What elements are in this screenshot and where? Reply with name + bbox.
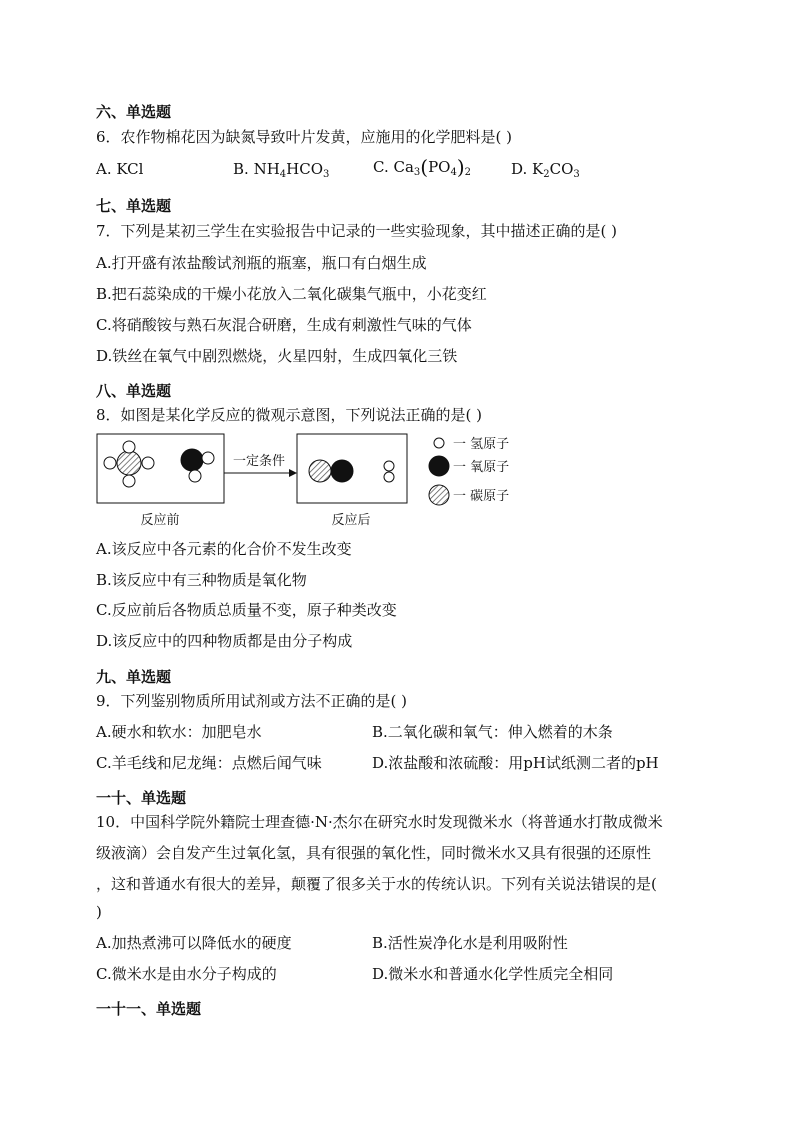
formula-part: CO bbox=[549, 160, 574, 178]
question-10-option-d: D.微米水和普通水化学性质完全相同 bbox=[372, 965, 614, 983]
legend-hydrogen-label: 一 氢原子 bbox=[453, 437, 510, 452]
formula-subscript: 2 bbox=[464, 167, 472, 178]
question-6-option-a: A. KCl bbox=[96, 160, 144, 178]
question-8-option-a: A.该反应中各元素的化合价不发生改变 bbox=[96, 540, 352, 558]
formula-subscript: 3 bbox=[323, 169, 330, 180]
question-9-option-d: D.浓盐酸和浓硫酸：用pH试纸测二者的pH bbox=[372, 754, 659, 772]
formula-part: HCO bbox=[286, 160, 324, 178]
reaction-micro-diagram bbox=[96, 431, 536, 531]
hydrogen-atom bbox=[123, 475, 135, 487]
question-9-stem: 9．下列鉴别物质所用试剂或方法不正确的是( ) bbox=[96, 692, 408, 710]
legend-hydrogen-icon bbox=[434, 438, 444, 448]
option-b-prefix: B. bbox=[233, 160, 254, 178]
question-7-option-a: A.打开盛有浓盐酸试剂瓶的瓶塞，瓶口有白烟生成 bbox=[96, 254, 427, 272]
hydrogen-atom bbox=[202, 452, 214, 464]
formula-subscript: 2 bbox=[543, 169, 550, 180]
section-heading-8: 八、单选题 bbox=[96, 382, 172, 400]
section-heading-9: 九、单选题 bbox=[96, 668, 172, 686]
after-label: 反应后 bbox=[331, 513, 371, 528]
question-6-option-b bbox=[233, 160, 329, 180]
reaction-condition: 一定条件 bbox=[232, 454, 286, 469]
formula-part: PO bbox=[428, 158, 451, 176]
hydrogen-atom bbox=[142, 457, 154, 469]
question-10-line-2: 级液滴）会自发产生过氧化氢，具有很强的氧化性，同时微米水又具有很强的还原性 bbox=[96, 844, 652, 862]
legend-carbon-label: 一 碳原子 bbox=[453, 489, 510, 504]
question-7-option-b: B.把石蕊染成的干燥小花放入二氧化碳集气瓶中，小花变红 bbox=[96, 285, 487, 303]
carbon-atom bbox=[117, 451, 141, 475]
question-10-line-4: ) bbox=[96, 903, 102, 921]
arrow-head bbox=[289, 469, 297, 477]
question-10-option-c: C.微米水是由水分子构成的 bbox=[96, 965, 277, 983]
left-paren-glyph: ( bbox=[420, 155, 429, 179]
question-7-option-c: C.将硝酸铵与熟石灰混合研磨，生成有刺激性气味的气体 bbox=[96, 316, 472, 334]
right-paren-glyph: ) bbox=[456, 155, 465, 179]
formula-part: Ca bbox=[393, 158, 414, 176]
question-7-option-d: D.铁丝在氧气中剧烈燃烧，火星四射，生成四氧化三铁 bbox=[96, 347, 458, 365]
section-heading-11: 一十一、单选题 bbox=[96, 1000, 202, 1018]
oxygen-atom bbox=[331, 460, 353, 482]
hydrogen-atom bbox=[123, 441, 135, 453]
before-label: 反应前 bbox=[140, 513, 180, 528]
hydrogen-atom bbox=[189, 470, 201, 482]
hydrogen-atom bbox=[104, 457, 116, 469]
question-9-option-b: B.二氧化碳和氧气：伸入燃着的木条 bbox=[372, 723, 613, 741]
option-d-prefix: D. bbox=[511, 160, 533, 178]
question-10-option-a: A.加热煮沸可以降低水的硬度 bbox=[96, 934, 292, 952]
question-10-line-1: 10．中国科学院外籍院士理查德·N·杰尔在研究水时发现微米水（将普通水打散成微米 bbox=[96, 813, 663, 831]
formula-subscript: 3 bbox=[413, 167, 421, 178]
legend-oxygen-icon bbox=[429, 456, 449, 476]
oxygen-atom bbox=[181, 449, 203, 471]
formula-part: NH bbox=[253, 160, 280, 178]
question-7-stem: 7．下列是某初三学生在实验报告中记录的一些实验现象，其中描述正确的是( ) bbox=[96, 222, 618, 240]
question-9-option-c: C.羊毛线和尼龙绳：点燃后闻气味 bbox=[96, 754, 322, 772]
section-heading-6: 六、单选题 bbox=[96, 103, 172, 121]
formula-subscript: 3 bbox=[573, 169, 580, 180]
legend-carbon-icon bbox=[429, 485, 449, 505]
before-box bbox=[97, 434, 224, 503]
question-9-option-a: A.硬水和软水：加肥皂水 bbox=[96, 723, 262, 741]
formula-part: K bbox=[532, 160, 544, 178]
hydrogen-atom bbox=[384, 472, 394, 482]
question-10-line-3: ，这和普通水有很大的差异，颠覆了很多关于水的传统认识。下列有关说法错误的是( bbox=[96, 875, 657, 893]
question-8-option-b: B.该反应中有三种物质是氧化物 bbox=[96, 571, 307, 589]
question-8-stem: 8．如图是某化学反应的微观示意图，下列说法正确的是( ) bbox=[96, 406, 483, 424]
question-8-option-d: D.该反应中的四种物质都是由分子构成 bbox=[96, 632, 353, 650]
question-6-option-d bbox=[511, 160, 580, 180]
formula-subscript: 4 bbox=[450, 167, 457, 178]
option-c-prefix: C. bbox=[373, 158, 394, 176]
question-6-stem: 6．农作物棉花因为缺氮导致叶片发黄，应施用的化学肥料是( ) bbox=[96, 128, 513, 146]
question-6-option-c bbox=[373, 155, 471, 179]
section-heading-7: 七、单选题 bbox=[96, 197, 172, 215]
hydrogen-atom bbox=[384, 461, 394, 471]
legend-oxygen-label: 一 氧原子 bbox=[453, 460, 510, 475]
question-8-option-c: C.反应前后各物质总质量不变，原子种类改变 bbox=[96, 601, 397, 619]
section-heading-10: 一十、单选题 bbox=[96, 789, 187, 807]
question-10-option-b: B.活性炭净化水是利用吸附性 bbox=[372, 934, 568, 952]
carbon-atom bbox=[309, 460, 331, 482]
formula-subscript: 4 bbox=[279, 169, 287, 180]
